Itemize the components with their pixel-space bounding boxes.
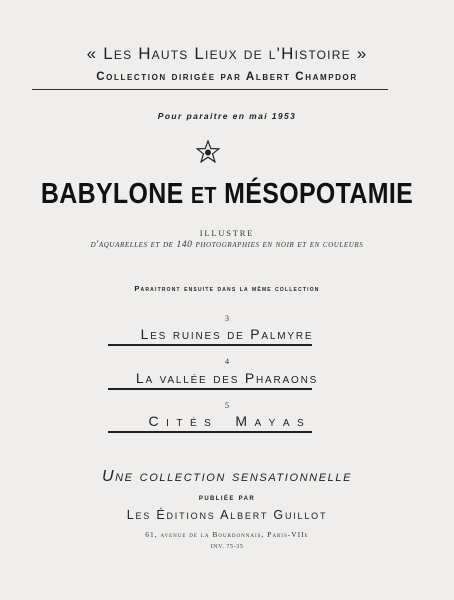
volume-number: 4 bbox=[225, 357, 229, 366]
published-by-label: publiée par bbox=[198, 492, 256, 502]
volume-rule bbox=[108, 344, 312, 346]
volume-rule bbox=[108, 431, 312, 433]
publisher-address: 61, avenue de la Bourdonnais, Paris-VIIe bbox=[145, 530, 309, 539]
release-announcement: Pour paraitre en mai 1953 bbox=[157, 111, 297, 121]
volume-number: 5 bbox=[225, 401, 229, 410]
book-title-part2: MÉSOPOTAMIE bbox=[224, 178, 414, 210]
volume-title: La vallée des Pharaons bbox=[135, 370, 319, 386]
book-subtitle: d'aquarelles et de 140 photographies en noir et en couleurs bbox=[90, 240, 364, 250]
volume-title: Les ruines de Palmyre bbox=[140, 326, 314, 342]
publisher-name: Les Éditions Albert Guillot bbox=[126, 508, 328, 522]
upcoming-heading: Paraitront ensuite dans la même collection bbox=[134, 284, 320, 293]
illustrated-label: ILLUSTRE bbox=[199, 228, 255, 238]
series-director: Collection dirigée par Albert Champdor bbox=[96, 71, 358, 83]
star-emblem-icon bbox=[196, 140, 220, 164]
book-title-part1: BABYLONE bbox=[40, 178, 184, 210]
book-title bbox=[32, 178, 422, 211]
volume-title: C i t é s M a y a s bbox=[148, 413, 306, 429]
collection-tagline: Une collection sensationnelle bbox=[101, 468, 353, 485]
volume-rule bbox=[108, 388, 312, 390]
book-title-conjunction: ET bbox=[190, 182, 217, 208]
volume-number: 3 bbox=[225, 314, 229, 323]
header-rule bbox=[32, 89, 388, 90]
inventory-code: INV. 75-35 bbox=[210, 544, 244, 550]
series-title: « Les Hauts Lieux de l'Histoire » bbox=[86, 44, 368, 63]
